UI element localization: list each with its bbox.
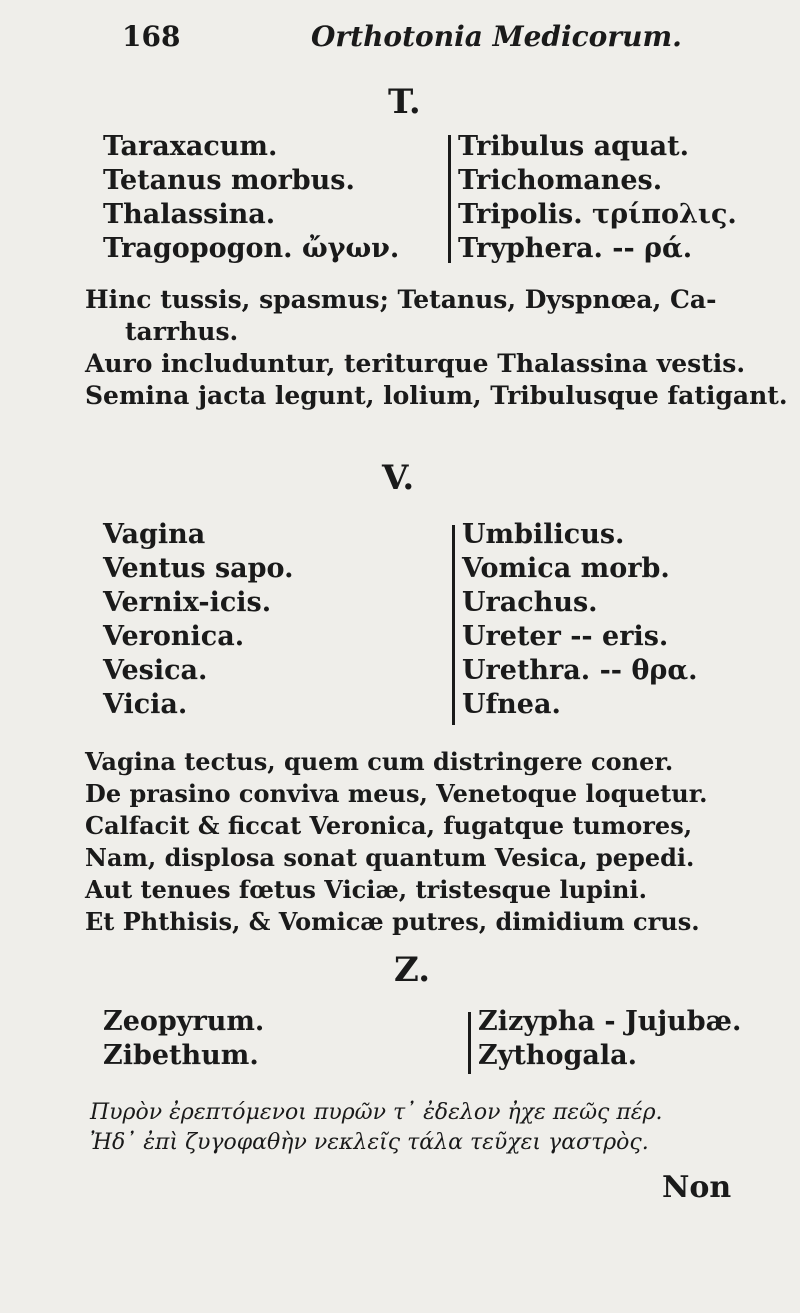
verse-line: Et Phthisis, & Vomicæ putres, dimidium crus. bbox=[85, 907, 700, 936]
term-item: Urachus. bbox=[462, 587, 598, 618]
term-item: Vicia. bbox=[103, 689, 188, 720]
term-item: Ufnea. bbox=[462, 689, 561, 720]
v-right-column bbox=[462, 518, 698, 722]
verse-line: Vagina tectus, quem cum distringere coner. bbox=[85, 747, 674, 776]
term-item: Zizypha - Jujubæ. bbox=[478, 1006, 742, 1037]
verse-line: Hinc tussis, spasmus; Tetanus, Dyspnœa, Ca- bbox=[85, 285, 717, 314]
section-letter-v: V. bbox=[382, 458, 415, 498]
term-item: Zythogala. bbox=[478, 1040, 638, 1071]
running-title: Orthotonia Medicorum. bbox=[311, 20, 682, 53]
section-letter-t: T. bbox=[388, 82, 421, 122]
term-item: Veronica. bbox=[103, 621, 245, 652]
term-item: Tripolis. τρίπολις. bbox=[458, 199, 737, 230]
column-divider bbox=[452, 525, 455, 725]
term-item: Tryphera. -- ρά. bbox=[458, 233, 693, 264]
verse-line: Semina jacta legunt, lolium, Tribulusque fatigant. bbox=[85, 381, 788, 410]
column-divider bbox=[448, 135, 451, 263]
t-left-column bbox=[103, 130, 399, 266]
z-right-column bbox=[478, 1005, 741, 1073]
verse-line: Calfacit & ficcat Veronica, fugatque tumores, bbox=[85, 811, 693, 840]
term-item: Ventus sapo. bbox=[103, 553, 294, 584]
verse-line: De prasino conviva meus, Venetoque loquetur. bbox=[85, 779, 708, 808]
term-item: Umbilicus. bbox=[462, 519, 625, 550]
verse-line: Nam, displosa sonat quantum Vesica, pepedi. bbox=[85, 843, 695, 872]
term-item: Vomica morb. bbox=[462, 553, 670, 584]
term-item: Trichomanes. bbox=[458, 165, 663, 196]
term-item: Zeopyrum. bbox=[103, 1006, 265, 1037]
verse-line: Aut tenues fœtus Viciæ, tristesque lupini. bbox=[85, 875, 647, 904]
greek-verse bbox=[90, 1098, 663, 1158]
term-item: Taraxacum. bbox=[103, 131, 278, 162]
v-left-column bbox=[103, 518, 294, 722]
term-item: Zibethum. bbox=[103, 1040, 259, 1071]
verse-line: Auro includuntur, teriturque Thalassina vestis. bbox=[85, 349, 746, 378]
term-item: Ureter -- eris. bbox=[462, 621, 669, 652]
term-item: Tragopogon. ὤγων. bbox=[103, 233, 400, 264]
term-item: Vernix-icis. bbox=[103, 587, 272, 618]
t-verse-paragraph bbox=[85, 284, 788, 412]
term-item: Tribulus aquat. bbox=[458, 131, 689, 162]
term-item: Vagina bbox=[103, 519, 206, 550]
z-left-column bbox=[103, 1005, 264, 1073]
section-letter-z: Z. bbox=[394, 950, 431, 990]
verse-line: tarrhus. bbox=[125, 317, 239, 346]
verse-line: Πυρὸν ἐρεπτόμενοι πυρῶν τ᾽ ἐδελον ἠχε πεῶς πέρ. bbox=[90, 1100, 663, 1125]
term-item: Thalassina. bbox=[103, 199, 276, 230]
v-verse-paragraph bbox=[85, 746, 708, 938]
column-divider bbox=[468, 1012, 471, 1074]
page-number: 168 bbox=[122, 20, 181, 53]
term-item: Urethra. -- θρα. bbox=[462, 655, 698, 686]
term-item: Tetanus morbus. bbox=[103, 165, 355, 196]
catchword: Non bbox=[662, 1170, 732, 1205]
t-right-column bbox=[458, 130, 737, 266]
verse-line: Ἠδ᾽ ἐπὶ ζυγοφαθὴν νεκλεῖς τάλα τεῦχει γαστρὸς. bbox=[90, 1130, 649, 1155]
term-item: Vesica. bbox=[103, 655, 208, 686]
